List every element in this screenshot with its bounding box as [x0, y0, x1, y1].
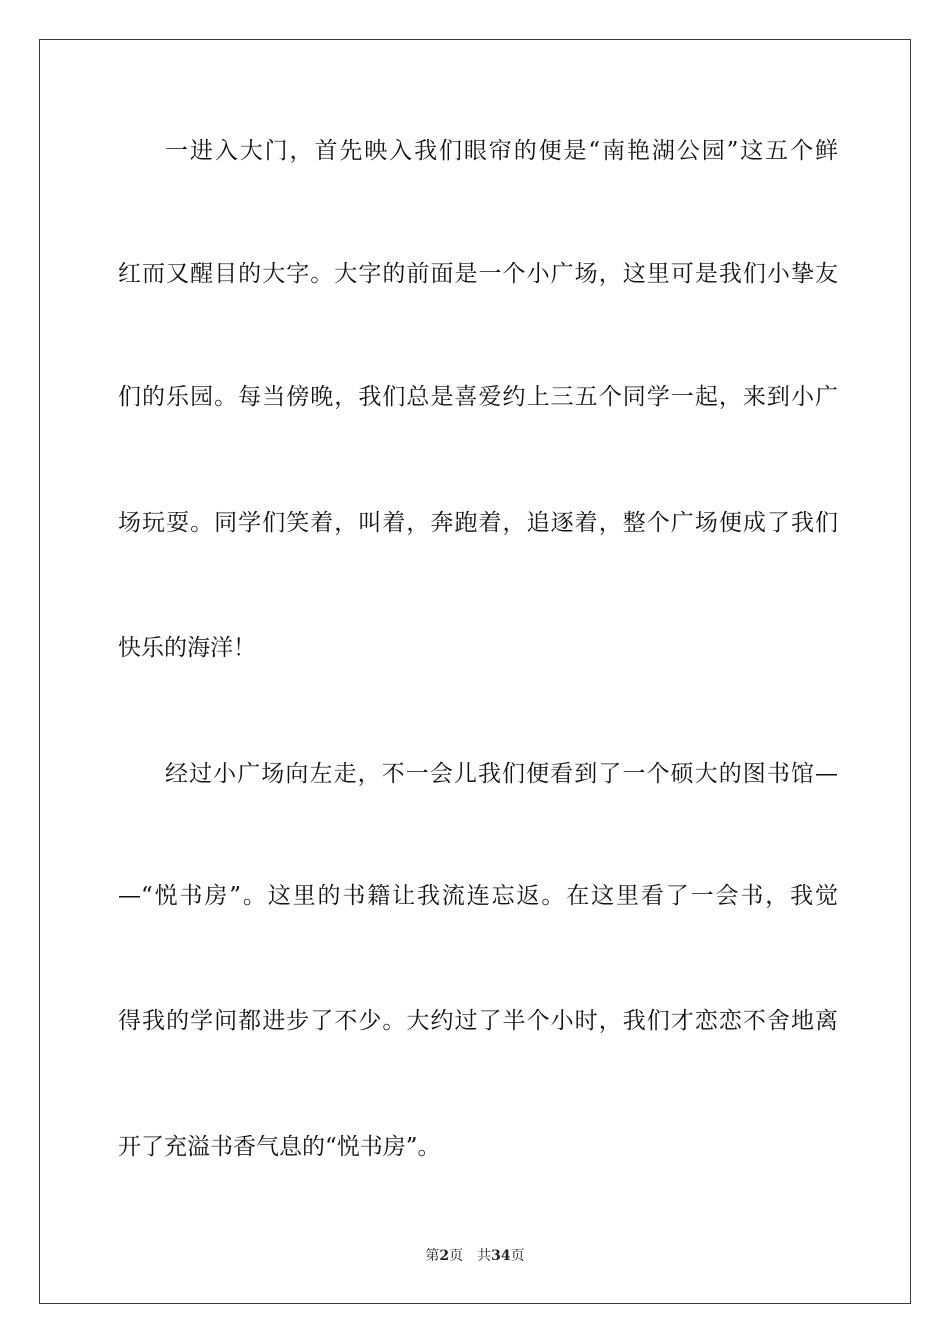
paragraph-1-line-3: 们的乐园。每当傍晚，我们总是喜爱约上三五个同学一起，来到小广 [118, 384, 838, 410]
page-number: 2 [439, 1248, 450, 1264]
total-suffix: 页 [510, 1248, 525, 1264]
paragraph-1-line-5: 快乐的海洋！ [118, 635, 256, 661]
total-pages: 34 [491, 1248, 511, 1264]
paragraph-2-line-1: 经过小广场向左走，不一会儿我们便看到了一个硕大的图书馆— [165, 761, 838, 787]
paragraph-1-line-1: 一进入大门，首先映入我们眼帘的便是“南艳湖公园”这五个鲜 [165, 138, 838, 164]
page-suffix: 页 [449, 1248, 464, 1264]
paragraph-2-line-4: 开了充溢书香气息的“悦书房”。 [118, 1134, 441, 1160]
total-prefix: 共 [477, 1248, 492, 1264]
paragraph-2-line-3: 得我的学问都进步了不少。大约过了半个小时，我们才恋恋不舍地离 [118, 1008, 838, 1034]
paragraph-1-line-2: 红而又醒目的大字。大字的前面是一个小广场，这里可是我们小挚友 [118, 261, 838, 287]
page-prefix: 第 [425, 1248, 440, 1264]
paragraph-1-line-4: 场玩耍。同学们笑着，叫着，奔跑着，追逐着，整个广场便成了我们 [118, 510, 838, 536]
page-footer [0, 1247, 950, 1265]
page-border [39, 39, 911, 1304]
paragraph-2-line-2: —“悦书房”。这里的书籍让我流连忘返。在这里看了一会书，我觉 [118, 883, 838, 909]
